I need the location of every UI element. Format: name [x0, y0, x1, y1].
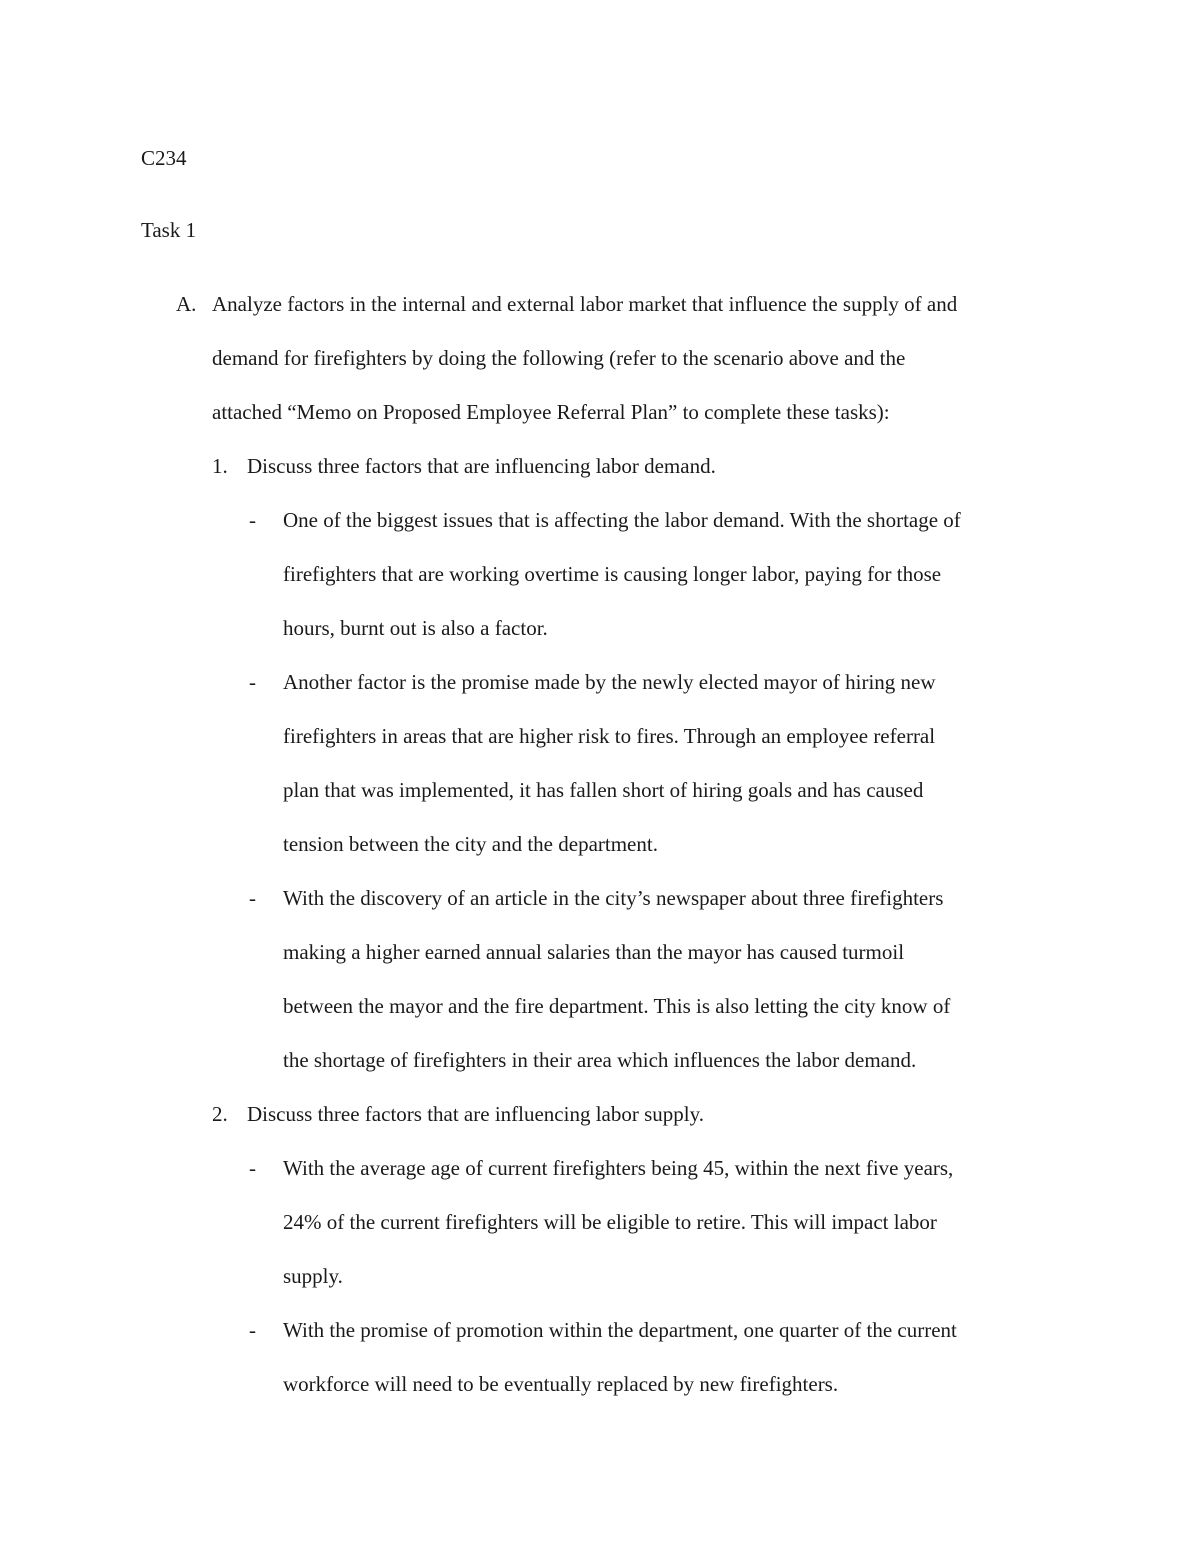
bullet-line: between the mayor and the fire department. This is also letting the city know of [283, 994, 951, 1018]
bullet-line: With the average age of current firefighters being 45, within the next five years, [283, 1156, 954, 1180]
bullet-line: making a higher earned annual salaries than the mayor has caused turmoil [283, 940, 905, 964]
bullet-line: With the discovery of an article in the city’s newspaper about three firefighters [283, 886, 944, 910]
bullet-line: firefighters that are working overtime is causing longer labor, paying for those [283, 562, 942, 586]
bullet-marker: - [249, 508, 256, 532]
item-1-marker: 1. [212, 454, 228, 478]
bullet-marker: - [249, 1318, 256, 1342]
bullet-line: workforce will need to be eventually replaced by new firefighters. [283, 1372, 839, 1396]
bullet-line: tension between the city and the department. [283, 832, 658, 856]
section-a-line: attached “Memo on Proposed Employee Referral Plan” to complete these tasks): [212, 400, 890, 424]
item-2-marker: 2. [212, 1102, 228, 1126]
item-1-text: Discuss three factors that are influencing labor demand. [247, 454, 716, 478]
bullet-marker: - [249, 1156, 256, 1180]
bullet-line: plan that was implemented, it has fallen short of hiring goals and has caused [283, 778, 924, 802]
section-a-line: Analyze factors in the internal and external labor market that influence the supply of and [212, 292, 958, 316]
bullet-line: hours, burnt out is also a factor. [283, 616, 548, 640]
bullet-line: supply. [283, 1264, 343, 1288]
bullet-line: With the promise of promotion within the department, one quarter of the current [283, 1318, 957, 1342]
bullet-line: the shortage of firefighters in their area which influences the labor demand. [283, 1048, 917, 1072]
item-2-text: Discuss three factors that are influencing labor supply. [247, 1102, 704, 1126]
bullet-marker: - [249, 670, 256, 694]
bullet-marker: - [249, 886, 256, 910]
course-code: C234 [141, 146, 187, 170]
task-title: Task 1 [141, 218, 197, 242]
section-a-marker: A. [176, 292, 197, 316]
bullet-line: Another factor is the promise made by the newly elected mayor of hiring new [283, 670, 936, 694]
bullet-line: 24% of the current firefighters will be eligible to retire. This will impact labor [283, 1210, 937, 1234]
bullet-line: One of the biggest issues that is affecting the labor demand. With the shortage of [283, 508, 961, 532]
bullet-line: firefighters in areas that are higher risk to fires. Through an employee referral [283, 724, 936, 748]
section-a-line: demand for firefighters by doing the following (refer to the scenario above and the [212, 346, 906, 370]
